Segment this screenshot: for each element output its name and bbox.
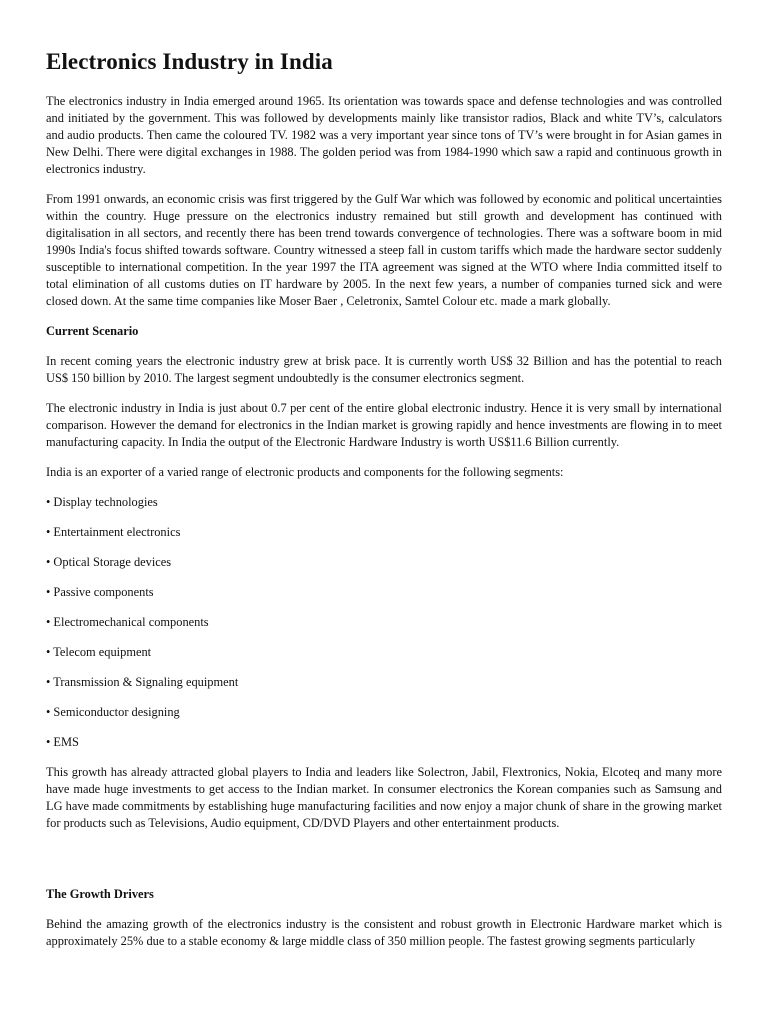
- segment-list: [46, 494, 722, 751]
- list-item: • Optical Storage devices: [46, 555, 172, 569]
- section-heading-current-scenario: Current Scenario: [46, 324, 139, 338]
- list-item: • Entertainment electronics: [46, 525, 181, 539]
- section-spacer: [46, 845, 722, 886]
- current-paragraph-1: In recent coming years the electronic industry grew at brisk pace. It is currently worth US$ 32 Billion and has the potential to reach US$ 150 billion by 2010. The largest segment undoubtedly is the consumer electronics segment.: [46, 354, 722, 385]
- section-heading-growth-drivers: The Growth Drivers: [46, 887, 154, 901]
- list-item: • Semiconductor designing: [46, 705, 180, 719]
- list-item: • Display technologies: [46, 495, 158, 509]
- list-item: • Transmission & Signaling equipment: [46, 675, 239, 689]
- growth-paragraph-1: Behind the amazing growth of the electronics industry is the consistent and robust growth in Electronic Hardware market which is approximately 25% due to a stable economy & large middle class of 350 million people. The fastest growing segments particularly: [46, 917, 722, 948]
- intro-paragraph-1: The electronics industry in India emerged around 1965. Its orientation was towards space and defense technologies and was controlled and initiated by the government. This was followed by developments mainly like transistor radios, Black and white TV’s, calculators and audio products. Then came the coloured TV. 1982 was a very important year since tons of TV’s were brought in for Asian games in New Delhi. There were digital exchanges in 1988. The golden period was from 1984-1990 which saw a rapid and continuous growth in electronics industry.: [46, 94, 722, 176]
- list-item: • Passive components: [46, 585, 154, 599]
- list-item: • Electromechanical components: [46, 615, 209, 629]
- intro-paragraph-2: From 1991 onwards, an economic crisis was first triggered by the Gulf War which was followed by economic and political uncertainties within the country. Huge pressure on the electronics industry remained but still growth and development has continued with digitalisation in all sectors, and recently there has been trend towards convergence of technologies. There was a software boom in mid 1990s India's focus shifted towards software. Country witnessed a steep fall in custom tariffs which made the hardware sector suddenly susceptible to international competition. In the year 1997 the ITA agreement was signed at the WTO where India committed itself to total elimination of all customs duties on IT hardware by 2005. In the next few years, a number of companies turned sick and were closed down. At the same time companies like Moser Baer , Celetronix, Samtel Colour etc. made a mark globally.: [46, 192, 722, 308]
- list-item: • Telecom equipment: [46, 645, 152, 659]
- current-paragraph-2: The electronic industry in India is just about 0.7 per cent of the entire global electronic industry. Hence it is very small by international comparison. However the demand for electronics in the Indian market is growing rapidly and hence investments are flowing in to meet manufacturing capacity. In India the output of the Electronic Hardware Industry is worth US$11.6 Billion currently.: [46, 401, 722, 449]
- list-item: • EMS: [46, 735, 79, 749]
- document-title: Electronics Industry in India: [46, 49, 333, 74]
- current-paragraph-4: This growth has already attracted global players to India and leaders like Solectron, Jabil, Flextronics, Nokia, Elcoteq and many more have made huge investments to get access to the Indian market. In consumer electronics the Korean companies such as Samsung and LG have made commitments by establishing huge manufacturing facilities and now enjoy a major chunk of share in the growing market for products such as Televisions, Audio equipment, CD/DVD Players and other entertainment products.: [46, 765, 722, 830]
- current-paragraph-3: India is an exporter of a varied range of electronic products and components for the following segments:: [46, 465, 564, 479]
